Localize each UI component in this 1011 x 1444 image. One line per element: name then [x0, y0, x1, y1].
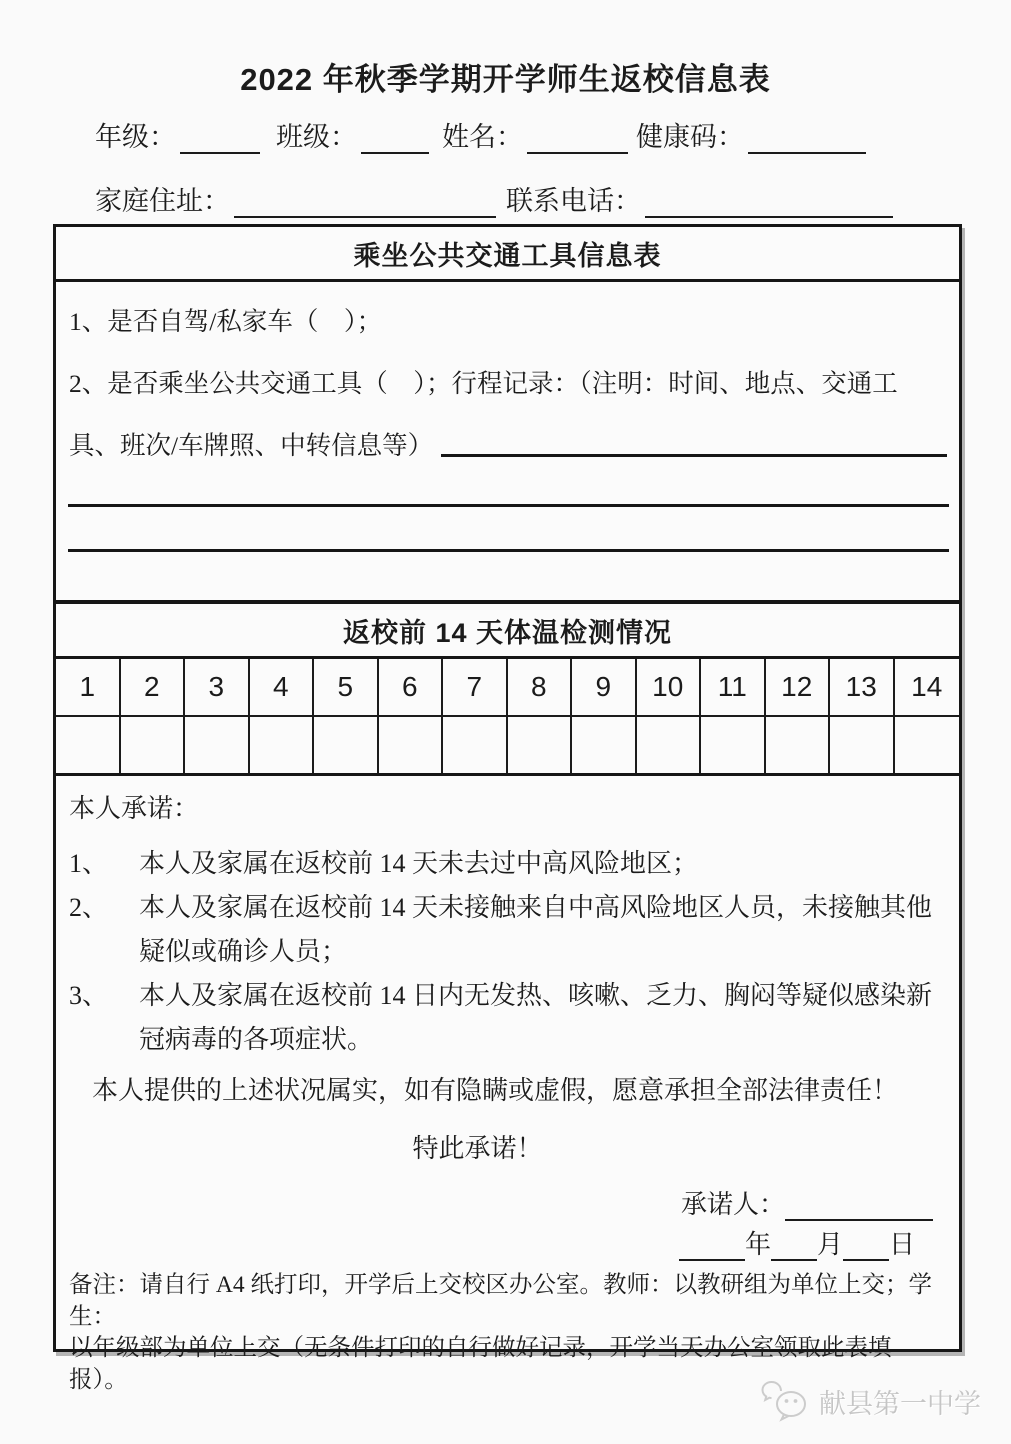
address-blank-line — [234, 187, 496, 218]
transport-question-2-continued — [69, 426, 947, 462]
day-blank-line — [843, 1229, 889, 1261]
temperature-entry-cell — [250, 717, 315, 773]
health-code-blank-line — [748, 123, 866, 154]
day-header-cell: 14 — [895, 659, 960, 717]
signer-blank-line — [785, 1189, 933, 1221]
temperature-entry-cell — [895, 717, 960, 773]
day-header-cell: 5 — [314, 659, 379, 717]
year-label: 年 — [744, 1230, 771, 1259]
temperature-entry-cell — [56, 717, 121, 773]
header-fields-row-1 — [95, 115, 866, 154]
transport-question-2-text: 具、班次/车牌照、中转信息等） — [69, 431, 434, 460]
year-blank-line — [679, 1229, 745, 1261]
header-fields-row-2 — [95, 179, 893, 218]
temperature-entry-cell — [185, 717, 250, 773]
pledge-promise: 特此承诺！ — [412, 1134, 543, 1163]
pledge-item-1 — [69, 842, 949, 886]
month-blank-line — [771, 1229, 817, 1261]
day-header-cell: 12 — [766, 659, 831, 717]
grade-blank-line — [180, 123, 260, 154]
pledge-item-list — [69, 842, 949, 1062]
remark-note — [69, 1270, 947, 1396]
name-blank-line — [527, 123, 628, 154]
signer-row — [681, 1184, 933, 1221]
day-header-cell: 8 — [508, 659, 573, 717]
form-border-box — [53, 224, 962, 1393]
date-row — [679, 1224, 915, 1261]
school-watermark — [760, 1380, 981, 1422]
address-label: 家庭住址： — [95, 186, 230, 216]
trip-record-blank-line — [441, 454, 947, 457]
transport-section-title: 乘坐公共交通工具信息表 — [56, 227, 959, 282]
remark-line-2: 以年级部为单位上交（无条件打印的自行做好记录，开学当天办公室领取此表填报）。 — [69, 1335, 892, 1393]
phone-label: 联系电话： — [506, 186, 641, 216]
temperature-entry-cell — [508, 717, 573, 773]
transport-section-body — [56, 282, 959, 604]
page-title: 2022 年秋季学期开学师生返校信息表 — [240, 62, 771, 97]
temperature-entry-cell — [379, 717, 444, 773]
health-code-label: 健康码： — [636, 122, 744, 152]
temperature-entry-cell — [637, 717, 702, 773]
pledge-item-1-text: 本人及家属在返校前 14 天未去过中高风险地区； — [139, 849, 699, 878]
day-header-cell: 1 — [56, 659, 121, 717]
transport-question-2: 2、是否乘坐公共交通工具（ ）；行程记录：（注明：时间、地点、交通工 — [69, 369, 898, 398]
signer-label: 承诺人： — [680, 1190, 785, 1219]
temperature-entry-cell — [121, 717, 186, 773]
day-header-cell: 6 — [379, 659, 444, 717]
grade-label: 年级： — [95, 122, 176, 152]
temperature-entry-cell — [572, 717, 637, 773]
day-header-cell: 13 — [830, 659, 895, 717]
pledge-item-3 — [69, 974, 949, 1062]
temperature-entry-cell — [314, 717, 379, 773]
day-header-cell: 7 — [443, 659, 508, 717]
name-label: 姓名： — [442, 122, 523, 152]
temperature-table — [56, 659, 959, 776]
day-header-cell: 3 — [185, 659, 250, 717]
temperature-section-title: 返校前 14 天体温检测情况 — [56, 604, 959, 659]
phone-blank-line — [645, 187, 893, 218]
day-header-cell: 11 — [701, 659, 766, 717]
pledge-statement: 本人提供的上述状况属实，如有隐瞒或虚假，愿意承担全部法律责任！ — [92, 1076, 899, 1105]
pledge-item-2 — [69, 886, 949, 974]
pledge-item-2-text: 本人及家属在返校前 14 天未接触来自中高风险地区人员，未接触其他疑似或确诊人员； — [139, 893, 933, 966]
day-header-cell: 2 — [121, 659, 186, 717]
temperature-entry-cell — [443, 717, 508, 773]
temperature-entry-cell — [830, 717, 895, 773]
trip-record-blank-line-2 — [68, 504, 949, 507]
pledge-section — [56, 776, 959, 1393]
day-header-cell: 10 — [637, 659, 702, 717]
temperature-entry-cell — [701, 717, 766, 773]
day-header-cell: 4 — [250, 659, 315, 717]
class-blank-line — [361, 123, 429, 154]
transport-question-1: 1、是否自驾/私家车（ ）； — [69, 307, 383, 336]
pledge-heading: 本人承诺： — [69, 794, 200, 823]
wechat-chat-bubbles-icon — [760, 1380, 812, 1422]
pledge-item-3-number: 3、 — [69, 981, 109, 1010]
month-label: 月 — [816, 1230, 843, 1259]
temperature-entry-cell — [766, 717, 831, 773]
day-header-cell: 9 — [572, 659, 637, 717]
day-label: 日 — [888, 1230, 915, 1259]
trip-record-blank-line-3 — [68, 549, 949, 552]
class-label: 班级： — [276, 122, 357, 152]
school-name: 献县第一中学 — [819, 1388, 981, 1419]
remark-line-1: 备注：请自行 A4 纸打印，开学后上交校区办公室。教师：以教研组为单位上交；学生： — [69, 1272, 932, 1330]
pledge-item-3-text: 本人及家属在返校前 14 日内无发热、咳嗽、乏力、胸闷等疑似感染新冠病毒的各项症状。 — [139, 981, 933, 1054]
pledge-item-2-number: 2、 — [69, 893, 109, 922]
pledge-item-1-number: 1、 — [69, 849, 109, 878]
